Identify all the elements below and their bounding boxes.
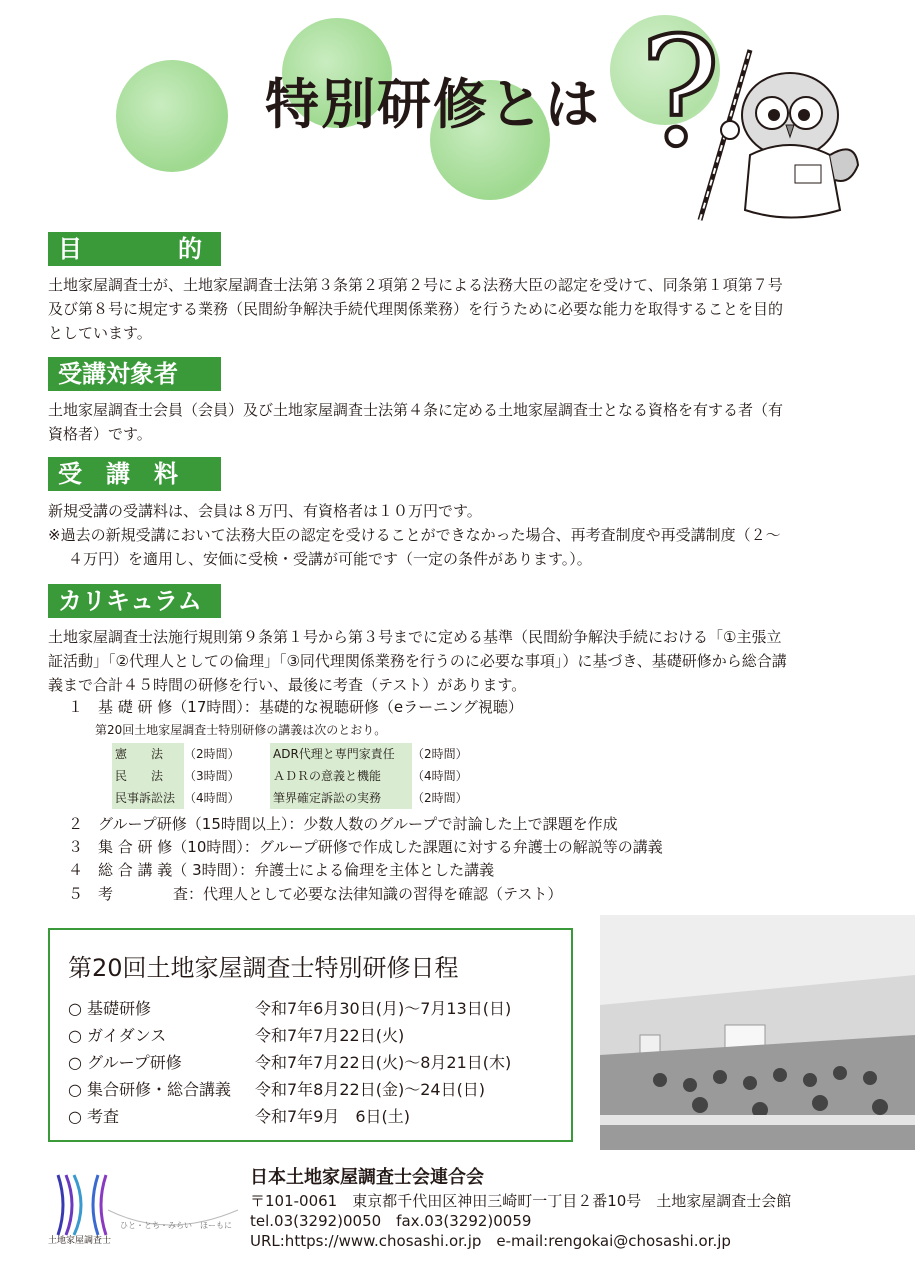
section-heading-target: 受講対象者 <box>48 357 221 391</box>
curriculum-text: 土地家屋調査士法施行規則第９条第１号から第３号までに定める基準（民間紛争解決手続における「①主張立証活動」「②代理人としての倫理」「③同代理関係業務を行うのに必要な事項」）に基づき、基礎研修から総合講義まで合計４５時間の研修を行い、最後に考査（テスト）があります。 <box>48 628 787 694</box>
lecture-hours: （2時間） <box>412 791 468 805</box>
footer-address: 〒101-0061 東京都千代田区神田三崎町一丁目２番10号 土地家屋調査士会館 <box>250 1192 792 1210</box>
page-title: 特別研修とは <box>265 73 601 136</box>
schedule-label: ○ ガイダンス <box>68 1026 167 1045</box>
owl-mascot-icon <box>690 45 860 225</box>
schedule-title: 第20回土地家屋調査士特別研修日程 <box>68 954 459 982</box>
schedule-box <box>48 928 573 1142</box>
lecture-name: 民事訴訟法 <box>112 787 184 809</box>
lecture-item <box>112 787 240 809</box>
schedule-label: ○ グループ研修 <box>68 1053 182 1072</box>
schedule-label: ○ 基礎研修 <box>68 999 152 1018</box>
seminar-photo <box>600 915 915 1150</box>
lecture-hours: （2時間） <box>412 747 468 761</box>
lecture-name: 憲 法 <box>112 743 184 765</box>
curriculum-item-5: ５ 考 査：代理人として必要な法律知識の習得を確認（テスト） <box>68 885 563 903</box>
schedule-date: 令和7年7月22日(火) <box>255 1026 405 1045</box>
fee-text: 新規受講の受講料は、会員は８万円、有資格者は１０万円です。 <box>48 502 482 520</box>
question-mark: ? <box>640 6 721 180</box>
schedule-date: 令和7年8月22日(金)～24日(日) <box>255 1080 486 1099</box>
lecture-hours: （4時間） <box>412 769 468 783</box>
lecture-hours: （2時間） <box>184 747 240 761</box>
schedule-date: 令和7年7月22日(火)～8月21日(木) <box>255 1053 512 1072</box>
curriculum-item-4: ４ 総 合 講 義（ 3時間）：弁護士による倫理を主体とした講義 <box>68 861 495 879</box>
fee-note: ※過去の新規受講において法務大臣の認定を受けることができなかった場合、再考査制度や再受講制度（２～４万円）を適用し、安価に受検・受講が可能です（一定の条件があります。）。 <box>48 526 781 568</box>
target-text: 土地家屋調査士会員（会員）及び土地家屋調査士法第４条に定める土地家屋調査士となる資格を有する者（有資格者）です。 <box>48 401 784 443</box>
footer-url[interactable]: URL:https://www.chosashi.or.jp e-mail:rengokai@chosashi.or.jp <box>250 1232 731 1250</box>
curriculum-item-3: ３ 集 合 研 修（10時間）：グループ研修で作成した課題に対する弁護士の解説等の講義 <box>68 838 663 856</box>
lecture-item <box>270 743 468 765</box>
footer-org: 日本土地家屋調査士会連合会 <box>250 1167 484 1188</box>
schedule-date: 令和7年9月 6日(土) <box>255 1107 411 1126</box>
schedule-label: ○ 考査 <box>68 1107 120 1126</box>
section-heading-purpose: 目 的 <box>48 232 221 266</box>
curriculum-item-2: ２ グループ研修（15時間以上）：少数人数のグループで討論した上で課題を作成 <box>68 815 618 833</box>
lecture-item <box>112 743 240 765</box>
decor-circle <box>116 60 228 172</box>
lecture-item <box>270 765 468 787</box>
lecture-name: ＡＤＲの意義と機能 <box>270 765 412 787</box>
logo-caption: 土地家屋調査士 <box>48 1236 112 1246</box>
lecture-hours: （3時間） <box>184 769 240 783</box>
curriculum-item-1: １ 基 礎 研 修（17時間）：基礎的な視聴研修（eラーニング視聴） <box>68 698 523 716</box>
curriculum-item-1-note: 第20回土地家屋調査士特別研修の講義は次のとおり。 <box>95 723 387 737</box>
lecture-name: 筆界確定訴訟の実務 <box>270 787 412 809</box>
lecture-name: ADR代理と専門家責任 <box>270 743 412 765</box>
lecture-item <box>112 765 240 787</box>
lecture-item <box>270 787 468 809</box>
footer-tel: tel.03(3292)0050 fax.03(3292)0059 <box>250 1212 532 1230</box>
lecture-name: 民 法 <box>112 765 184 787</box>
section-heading-curriculum: カリキュラム <box>48 584 221 618</box>
schedule-date: 令和7年6月30日(月)～7月13日(日) <box>255 999 512 1018</box>
section-heading-fee: 受 講 料 <box>48 457 221 491</box>
purpose-text: 土地家屋調査士が、土地家屋調査士法第３条第２項第２号による法務大臣の認定を受けて、同条第１項第７号及び第８号に規定する業務（民間紛争解決手続代理関係業務）を行うために必要な能力を取得することを目的としています。 <box>48 276 784 342</box>
logo-tagline: ひと・とち・みらい ほーもに <box>120 1221 232 1230</box>
schedule-label: ○ 集合研修・総合講義 <box>68 1080 232 1099</box>
lecture-hours: （4時間） <box>184 791 240 805</box>
